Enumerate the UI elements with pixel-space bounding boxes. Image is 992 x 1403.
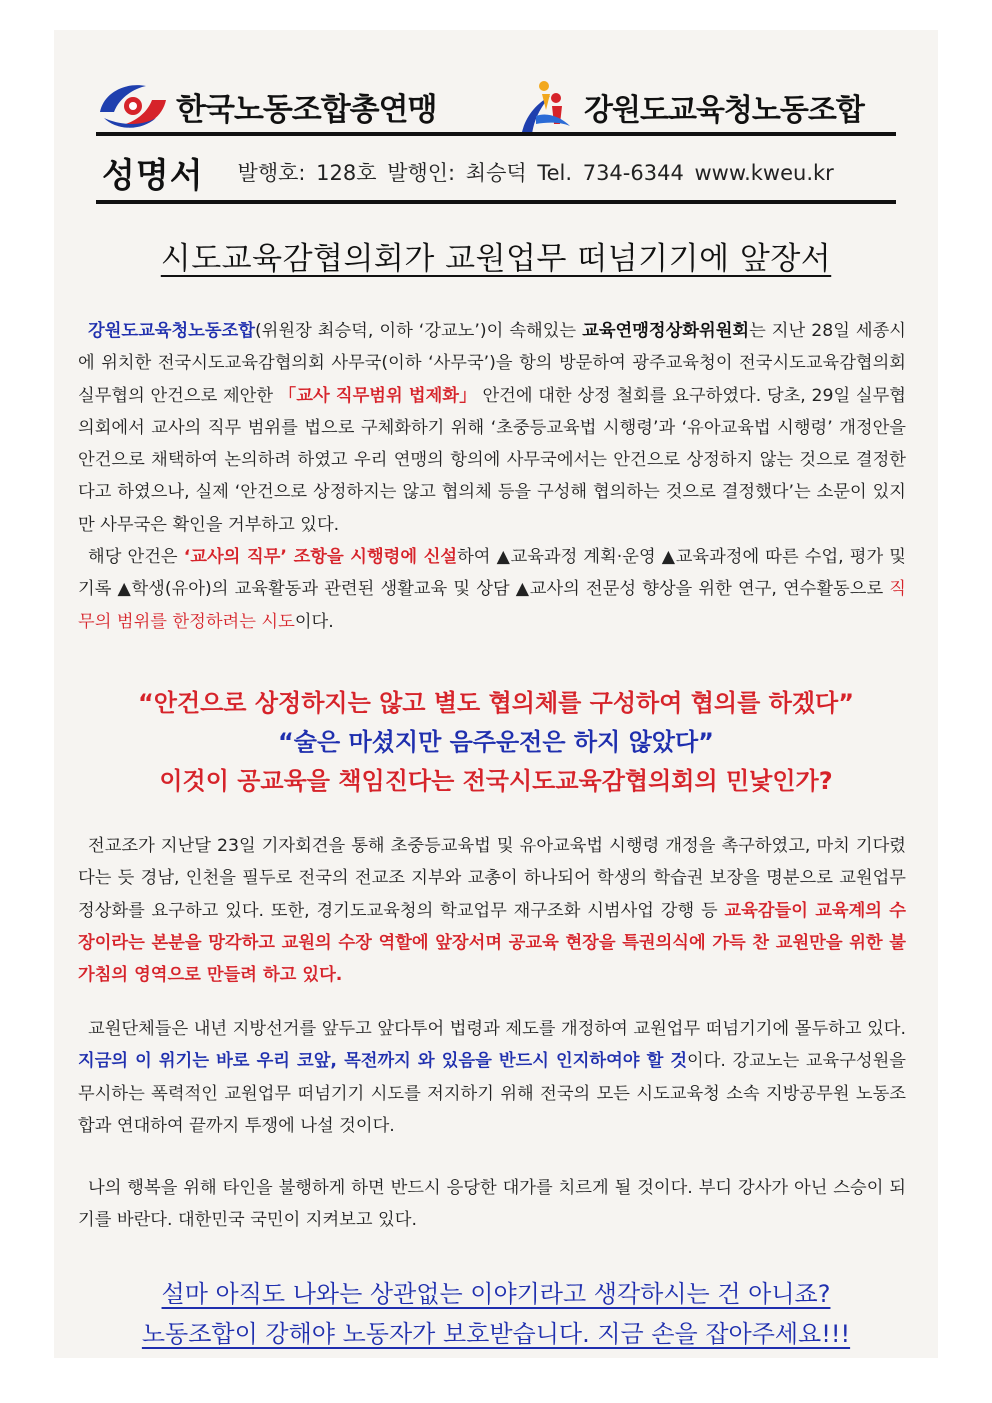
issue-meta [102,148,902,196]
org-right-name: 강원도교육청노동조합 [584,93,864,128]
fktu-logo [96,78,437,134]
quote-1: “안건으로 상정하지는 않고 별도 협의체를 구성하여 협의를 하겠다” [137,689,854,717]
union-figures-icon [516,76,578,138]
paragraph-1: 강원도교육청노동조합(위원장 최승덕, 이하 ‘강교노’)이 속해있는 교육연맹정상화위원회는 지난 28일 세종시에 위치한 전국시도교육감협의회 사무국(이하 ‘사무국’)을 항의 방문하여 광주교육청이 전국시도교육감협의회 실무협의 안건으로 제안한 「교사 직무범위 법제화」 안건에 대한 상정 철회를 요구하였다. 당초, 29일 실무협의회에서 교사의 직무 범위를 법으로 구체화하기 위해 ‘초중등교육법 시행령’과 ‘유아교육법 시행령’ 개정안을 안건으로 채택하여 논의하려 하였고 우리 연맹의 항의에 사무국에서는 안건으로 상정하지 않는 것으로 결정한다고 하였으나, 실제 ‘안건으로 상정하지는 않고 협의체 등을 구성해 협의하는 것으로 결정했다’는 소문이 있지만 사무국은 확인을 거부하고 있다. 해당 안건은 ‘교사의 직무’ 조항을 시행령에 신설하여 ▲교육과정 계획·운영 ▲교육과정에 따른 수업, 평가 및 기록 ▲학생(유아)의 교육활동과 관련된 생활교육 및 상담 ▲교사의 전문성 향상을 위한 연구, 연수활동으로 직무의 범위를 한정하려는 시도이다. [78,321,907,632]
issue-info: 발행호: 128호 발행인: 최승덕 Tel. 734-6344 www.kweu.kr [237,161,834,185]
fktu-emblem-icon [96,78,170,134]
kweu-logo [516,76,864,138]
statement-sheet [54,30,938,1358]
paragraph-2: 전교조가 지난달 23일 기자회견을 통해 초중등교육법 및 유아교육법 시행령 개정을 촉구하였고, 마치 기다렸다는 듯 경남, 인천을 필두로 전국의 전교조 지부와 교총이 하나되어 학생의 학습권 보장을 명분으로 교원업무 정상화를 요구하고 있다. 또한, 경기도교육청의 학교업무 재구조화 시범사업 강행 등 교육감들이 교육계의 수장이라는 본분을 망각하고 교원의 수장 역할에 앞장서며 공교육 현장을 특권의식에 가득 찬 교원만을 위한 불가침의 영역으로 만들려 하고 있다. [78,836,906,986]
closing-line-1: 설마 아직도 나와는 상관없는 이야기라고 생각하시는 건 아니죠? [161,1280,831,1308]
quote-2: “술은 마셨지만 음주운전은 하지 않았다” [278,728,714,756]
paragraph-3: 교원단체들은 내년 지방선거를 앞두고 앞다투어 법령과 제도를 개정하여 교원업무 떠넘기기에 몰두하고 있다. 지금의 이 위기는 바로 우리 코앞, 목전까지 와 있음을 반드시 인지하여야 할 것이다. 강교노는 교육구성원을 무시하는 폭력적인 교원업무 떠넘기기 시도를 저지하기 위해 전국의 모든 시도교육청 소속 지방공무원 노동조합과 연대하여 끝까지 투쟁에 나설 것이다. [78,1019,906,1136]
key-quotes [54,684,938,801]
statement-title: 시도교육감협의회가 교원업무 떠넘기기에 앞장서 [160,241,832,277]
quote-3: 이것이 공교육을 책임진다는 전국시도교육감협의회의 민낯인가? [159,767,833,795]
doc-type: 성명서 [102,155,204,196]
header-top-rule [96,132,896,136]
org-left-name: 한국노동조합총연맹 [176,91,437,128]
closing-message [54,1274,938,1354]
paragraph-4: 나의 행복을 위해 타인을 불행하게 하면 반드시 응당한 대가를 치르게 될 것이다. 부디 강사가 아닌 스승이 되기를 바란다. 대한민국 국민이 지켜보고 있다. [78,1178,906,1231]
closing-line-2: 노동조합이 강해야 노동자가 보호받습니다. 지금 손을 잡아주세요!!! [141,1320,851,1348]
header-logos [54,78,938,138]
header-bottom-rule [96,200,896,204]
